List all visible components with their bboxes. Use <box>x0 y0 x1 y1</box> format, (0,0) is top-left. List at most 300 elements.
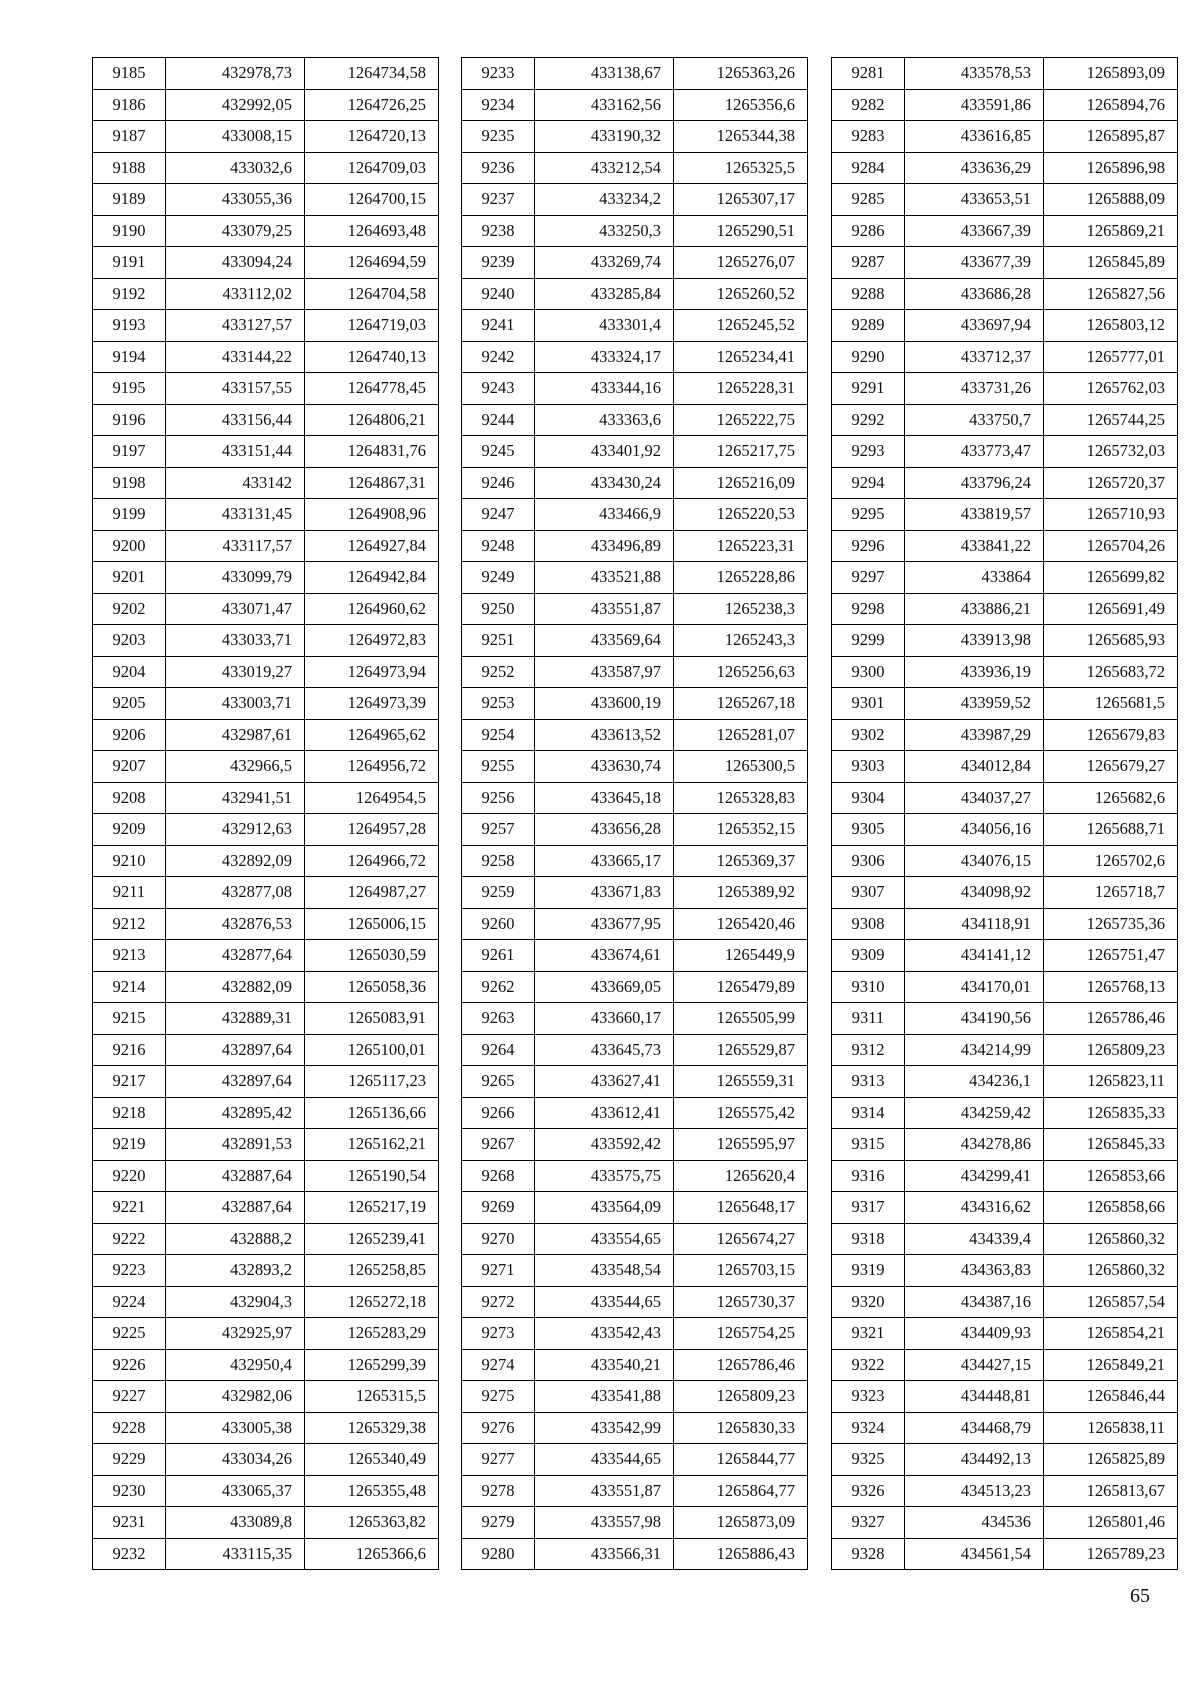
point-number-cell: 9227 <box>93 1381 166 1413</box>
y-coordinate-cell: 1265276,07 <box>674 247 808 279</box>
x-coordinate-cell: 433151,44 <box>166 436 305 468</box>
x-coordinate-cell: 432950,4 <box>166 1349 305 1381</box>
y-coordinate-cell: 1264694,59 <box>305 247 439 279</box>
table-row <box>93 404 439 436</box>
x-coordinate-cell: 434141,12 <box>905 940 1044 972</box>
point-number-cell: 9216 <box>93 1034 166 1066</box>
x-coordinate-cell: 433554,65 <box>535 1223 674 1255</box>
y-coordinate-cell: 1265300,5 <box>674 751 808 783</box>
table-row <box>462 1286 808 1318</box>
table-row <box>832 373 1178 405</box>
coordinates-table-3 <box>831 57 1178 1570</box>
point-number-cell: 9240 <box>462 278 535 310</box>
y-coordinate-cell: 1265290,51 <box>674 215 808 247</box>
table-row <box>832 121 1178 153</box>
table-row <box>832 1286 1178 1318</box>
table-row <box>462 1381 808 1413</box>
x-coordinate-cell: 433542,43 <box>535 1318 674 1350</box>
table-row <box>93 656 439 688</box>
table-row <box>462 1255 808 1287</box>
x-coordinate-cell: 434427,15 <box>905 1349 1044 1381</box>
y-coordinate-cell: 1264956,72 <box>305 751 439 783</box>
point-number-cell: 9295 <box>832 499 905 531</box>
x-coordinate-cell: 433544,65 <box>535 1444 674 1476</box>
y-coordinate-cell: 1265732,03 <box>1044 436 1178 468</box>
x-coordinate-cell: 434012,84 <box>905 751 1044 783</box>
table-row <box>462 625 808 657</box>
table-row <box>832 971 1178 1003</box>
table-row <box>832 89 1178 121</box>
y-coordinate-cell: 1265006,15 <box>305 908 439 940</box>
x-coordinate-cell: 433157,55 <box>166 373 305 405</box>
y-coordinate-cell: 1264966,72 <box>305 845 439 877</box>
point-number-cell: 9303 <box>832 751 905 783</box>
x-coordinate-cell: 433841,22 <box>905 530 1044 562</box>
y-coordinate-cell: 1265256,63 <box>674 656 808 688</box>
point-number-cell: 9322 <box>832 1349 905 1381</box>
point-number-cell: 9247 <box>462 499 535 531</box>
point-number-cell: 9307 <box>832 877 905 909</box>
y-coordinate-cell: 1265217,75 <box>674 436 808 468</box>
table-row <box>93 625 439 657</box>
point-number-cell: 9209 <box>93 814 166 846</box>
y-coordinate-cell: 1265328,83 <box>674 782 808 814</box>
table-row <box>462 782 808 814</box>
point-number-cell: 9284 <box>832 152 905 184</box>
x-coordinate-cell: 432897,64 <box>166 1034 305 1066</box>
x-coordinate-cell: 433190,32 <box>535 121 674 153</box>
table-row <box>462 845 808 877</box>
y-coordinate-cell: 1265704,26 <box>1044 530 1178 562</box>
y-coordinate-cell: 1265239,41 <box>305 1223 439 1255</box>
point-number-cell: 9208 <box>93 782 166 814</box>
x-coordinate-cell: 433674,61 <box>535 940 674 972</box>
x-coordinate-cell: 432987,61 <box>166 719 305 751</box>
table-row <box>462 1349 808 1381</box>
y-coordinate-cell: 1265340,49 <box>305 1444 439 1476</box>
y-coordinate-cell: 1265685,93 <box>1044 625 1178 657</box>
table-row <box>93 1034 439 1066</box>
point-number-cell: 9229 <box>93 1444 166 1476</box>
y-coordinate-cell: 1265575,42 <box>674 1097 808 1129</box>
table-row <box>832 1412 1178 1444</box>
x-coordinate-cell: 433094,24 <box>166 247 305 279</box>
y-coordinate-cell: 1264908,96 <box>305 499 439 531</box>
y-coordinate-cell: 1264973,94 <box>305 656 439 688</box>
y-coordinate-cell: 1264987,27 <box>305 877 439 909</box>
table-row <box>832 1192 1178 1224</box>
point-number-cell: 9253 <box>462 688 535 720</box>
x-coordinate-cell: 433645,73 <box>535 1034 674 1066</box>
x-coordinate-cell: 433913,98 <box>905 625 1044 657</box>
point-number-cell: 9242 <box>462 341 535 373</box>
y-coordinate-cell: 1264740,13 <box>305 341 439 373</box>
y-coordinate-cell: 1264719,03 <box>305 310 439 342</box>
table-row <box>462 1034 808 1066</box>
point-number-cell: 9222 <box>93 1223 166 1255</box>
table-row <box>832 719 1178 751</box>
point-number-cell: 9311 <box>832 1003 905 1035</box>
point-number-cell: 9257 <box>462 814 535 846</box>
y-coordinate-cell: 1265267,18 <box>674 688 808 720</box>
point-number-cell: 9300 <box>832 656 905 688</box>
point-number-cell: 9195 <box>93 373 166 405</box>
point-number-cell: 9256 <box>462 782 535 814</box>
x-coordinate-cell: 432882,09 <box>166 971 305 1003</box>
x-coordinate-cell: 433591,86 <box>905 89 1044 121</box>
point-number-cell: 9278 <box>462 1475 535 1507</box>
table-row <box>93 1538 439 1570</box>
y-coordinate-cell: 1265751,47 <box>1044 940 1178 972</box>
point-number-cell: 9326 <box>832 1475 905 1507</box>
point-number-cell: 9323 <box>832 1381 905 1413</box>
point-number-cell: 9212 <box>93 908 166 940</box>
y-coordinate-cell: 1265744,25 <box>1044 404 1178 436</box>
coordinates-table-2 <box>461 57 808 1570</box>
y-coordinate-cell: 1265222,75 <box>674 404 808 436</box>
table-row <box>462 58 808 90</box>
table-row <box>462 404 808 436</box>
y-coordinate-cell: 1265823,11 <box>1044 1066 1178 1098</box>
x-coordinate-cell: 433886,21 <box>905 593 1044 625</box>
point-number-cell: 9264 <box>462 1034 535 1066</box>
table-row <box>832 940 1178 972</box>
table-row <box>832 1507 1178 1539</box>
x-coordinate-cell: 434076,15 <box>905 845 1044 877</box>
x-coordinate-cell: 433285,84 <box>535 278 674 310</box>
table-row <box>832 908 1178 940</box>
y-coordinate-cell: 1265083,91 <box>305 1003 439 1035</box>
x-coordinate-cell: 432941,51 <box>166 782 305 814</box>
x-coordinate-cell: 433587,97 <box>535 656 674 688</box>
x-coordinate-cell: 434363,83 <box>905 1255 1044 1287</box>
point-number-cell: 9206 <box>93 719 166 751</box>
x-coordinate-cell: 432892,09 <box>166 845 305 877</box>
y-coordinate-cell: 1264726,25 <box>305 89 439 121</box>
table-row <box>93 310 439 342</box>
table-row <box>93 1255 439 1287</box>
x-coordinate-cell: 433677,39 <box>905 247 1044 279</box>
x-coordinate-cell: 432877,08 <box>166 877 305 909</box>
point-number-cell: 9287 <box>832 247 905 279</box>
table-row <box>832 1538 1178 1570</box>
point-number-cell: 9219 <box>93 1129 166 1161</box>
table-row <box>93 1286 439 1318</box>
table-row <box>93 152 439 184</box>
y-coordinate-cell: 1265674,27 <box>674 1223 808 1255</box>
table-row <box>832 656 1178 688</box>
x-coordinate-cell: 434561,54 <box>905 1538 1044 1570</box>
table-row <box>93 1318 439 1350</box>
x-coordinate-cell: 433592,42 <box>535 1129 674 1161</box>
point-number-cell: 9279 <box>462 1507 535 1539</box>
y-coordinate-cell: 1265325,5 <box>674 152 808 184</box>
point-number-cell: 9281 <box>832 58 905 90</box>
y-coordinate-cell: 1265786,46 <box>674 1349 808 1381</box>
y-coordinate-cell: 1265228,86 <box>674 562 808 594</box>
y-coordinate-cell: 1265216,09 <box>674 467 808 499</box>
x-coordinate-cell: 433034,26 <box>166 1444 305 1476</box>
x-coordinate-cell: 432888,2 <box>166 1223 305 1255</box>
y-coordinate-cell: 1265299,39 <box>305 1349 439 1381</box>
y-coordinate-cell: 1265813,67 <box>1044 1475 1178 1507</box>
table-row <box>93 845 439 877</box>
y-coordinate-cell: 1265801,46 <box>1044 1507 1178 1539</box>
y-coordinate-cell: 1265854,21 <box>1044 1318 1178 1350</box>
x-coordinate-cell: 433212,54 <box>535 152 674 184</box>
table-row <box>93 1192 439 1224</box>
y-coordinate-cell: 1264972,83 <box>305 625 439 657</box>
y-coordinate-cell: 1265830,33 <box>674 1412 808 1444</box>
x-coordinate-cell: 434214,99 <box>905 1034 1044 1066</box>
x-coordinate-cell: 433250,3 <box>535 215 674 247</box>
point-number-cell: 9236 <box>462 152 535 184</box>
table-row <box>462 499 808 531</box>
table-row <box>93 121 439 153</box>
x-coordinate-cell: 433144,22 <box>166 341 305 373</box>
y-coordinate-cell: 1265703,15 <box>674 1255 808 1287</box>
table-row <box>462 1097 808 1129</box>
y-coordinate-cell: 1265718,7 <box>1044 877 1178 909</box>
x-coordinate-cell: 434339,4 <box>905 1223 1044 1255</box>
table-row <box>93 1349 439 1381</box>
table-row <box>832 341 1178 373</box>
y-coordinate-cell: 1265754,25 <box>674 1318 808 1350</box>
table-row <box>462 278 808 310</box>
point-number-cell: 9223 <box>93 1255 166 1287</box>
point-number-cell: 9218 <box>93 1097 166 1129</box>
y-coordinate-cell: 1265217,19 <box>305 1192 439 1224</box>
point-number-cell: 9261 <box>462 940 535 972</box>
point-number-cell: 9196 <box>93 404 166 436</box>
table-row <box>93 940 439 972</box>
x-coordinate-cell: 433521,88 <box>535 562 674 594</box>
point-number-cell: 9224 <box>93 1286 166 1318</box>
point-number-cell: 9273 <box>462 1318 535 1350</box>
point-number-cell: 9313 <box>832 1066 905 1098</box>
point-number-cell: 9225 <box>93 1318 166 1350</box>
x-coordinate-cell: 434536 <box>905 1507 1044 1539</box>
point-number-cell: 9268 <box>462 1160 535 1192</box>
point-number-cell: 9321 <box>832 1318 905 1350</box>
table-row <box>93 1412 439 1444</box>
point-number-cell: 9327 <box>832 1507 905 1539</box>
point-number-cell: 9312 <box>832 1034 905 1066</box>
point-number-cell: 9190 <box>93 215 166 247</box>
x-coordinate-cell: 433127,57 <box>166 310 305 342</box>
x-coordinate-cell: 434299,41 <box>905 1160 1044 1192</box>
y-coordinate-cell: 1265860,32 <box>1044 1223 1178 1255</box>
table-row <box>832 1381 1178 1413</box>
x-coordinate-cell: 433959,52 <box>905 688 1044 720</box>
y-coordinate-cell: 1264831,76 <box>305 436 439 468</box>
x-coordinate-cell: 434190,56 <box>905 1003 1044 1035</box>
table-row <box>93 499 439 531</box>
table-row <box>832 310 1178 342</box>
point-number-cell: 9200 <box>93 530 166 562</box>
y-coordinate-cell: 1264867,31 <box>305 467 439 499</box>
table-row <box>832 1160 1178 1192</box>
y-coordinate-cell: 1265853,66 <box>1044 1160 1178 1192</box>
y-coordinate-cell: 1265620,4 <box>674 1160 808 1192</box>
x-coordinate-cell: 433466,9 <box>535 499 674 531</box>
x-coordinate-cell: 433430,24 <box>535 467 674 499</box>
point-number-cell: 9260 <box>462 908 535 940</box>
point-number-cell: 9203 <box>93 625 166 657</box>
y-coordinate-cell: 1265363,26 <box>674 58 808 90</box>
y-coordinate-cell: 1265595,97 <box>674 1129 808 1161</box>
point-number-cell: 9304 <box>832 782 905 814</box>
y-coordinate-cell: 1265682,6 <box>1044 782 1178 814</box>
y-coordinate-cell: 1264693,48 <box>305 215 439 247</box>
x-coordinate-cell: 433089,8 <box>166 1507 305 1539</box>
x-coordinate-cell: 433796,24 <box>905 467 1044 499</box>
table-row <box>832 782 1178 814</box>
x-coordinate-cell: 433071,47 <box>166 593 305 625</box>
point-number-cell: 9302 <box>832 719 905 751</box>
table-row <box>832 1318 1178 1350</box>
table-row <box>462 971 808 1003</box>
table-row <box>93 436 439 468</box>
x-coordinate-cell: 432912,63 <box>166 814 305 846</box>
y-coordinate-cell: 1265389,92 <box>674 877 808 909</box>
point-number-cell: 9239 <box>462 247 535 279</box>
point-number-cell: 9201 <box>93 562 166 594</box>
point-number-cell: 9231 <box>93 1507 166 1539</box>
y-coordinate-cell: 1264720,13 <box>305 121 439 153</box>
y-coordinate-cell: 1265894,76 <box>1044 89 1178 121</box>
point-number-cell: 9292 <box>832 404 905 436</box>
table-row <box>462 1192 808 1224</box>
y-coordinate-cell: 1265272,18 <box>305 1286 439 1318</box>
point-number-cell: 9248 <box>462 530 535 562</box>
y-coordinate-cell: 1264709,03 <box>305 152 439 184</box>
y-coordinate-cell: 1265735,36 <box>1044 908 1178 940</box>
table-row <box>462 341 808 373</box>
point-number-cell: 9298 <box>832 593 905 625</box>
table-row <box>462 152 808 184</box>
x-coordinate-cell: 433636,29 <box>905 152 1044 184</box>
y-coordinate-cell: 1265825,89 <box>1044 1444 1178 1476</box>
x-coordinate-cell: 433142 <box>166 467 305 499</box>
y-coordinate-cell: 1265281,07 <box>674 719 808 751</box>
point-number-cell: 9271 <box>462 1255 535 1287</box>
point-number-cell: 9259 <box>462 877 535 909</box>
x-coordinate-cell: 434316,62 <box>905 1192 1044 1224</box>
y-coordinate-cell: 1265688,71 <box>1044 814 1178 846</box>
table-row <box>462 1066 808 1098</box>
point-number-cell: 9207 <box>93 751 166 783</box>
x-coordinate-cell: 433671,83 <box>535 877 674 909</box>
table-row <box>462 940 808 972</box>
y-coordinate-cell: 1264957,28 <box>305 814 439 846</box>
table-row <box>832 1066 1178 1098</box>
point-number-cell: 9269 <box>462 1192 535 1224</box>
table-row <box>462 908 808 940</box>
table-row <box>93 1223 439 1255</box>
y-coordinate-cell: 1265849,21 <box>1044 1349 1178 1381</box>
point-number-cell: 9258 <box>462 845 535 877</box>
table-row <box>462 184 808 216</box>
point-number-cell: 9314 <box>832 1097 905 1129</box>
point-number-cell: 9317 <box>832 1192 905 1224</box>
table-row <box>93 89 439 121</box>
y-coordinate-cell: 1265720,37 <box>1044 467 1178 499</box>
y-coordinate-cell: 1265679,83 <box>1044 719 1178 751</box>
point-number-cell: 9230 <box>93 1475 166 1507</box>
x-coordinate-cell: 433032,6 <box>166 152 305 184</box>
table-row <box>832 1444 1178 1476</box>
x-coordinate-cell: 433819,57 <box>905 499 1044 531</box>
y-coordinate-cell: 1265888,09 <box>1044 184 1178 216</box>
x-coordinate-cell: 433864 <box>905 562 1044 594</box>
table-row <box>462 1507 808 1539</box>
table-row <box>462 751 808 783</box>
x-coordinate-cell: 434492,13 <box>905 1444 1044 1476</box>
y-coordinate-cell: 1265691,49 <box>1044 593 1178 625</box>
point-number-cell: 9324 <box>832 1412 905 1444</box>
point-number-cell: 9305 <box>832 814 905 846</box>
y-coordinate-cell: 1265803,12 <box>1044 310 1178 342</box>
x-coordinate-cell: 433542,99 <box>535 1412 674 1444</box>
point-number-cell: 9188 <box>93 152 166 184</box>
table-row <box>462 593 808 625</box>
y-coordinate-cell: 1265869,21 <box>1044 215 1178 247</box>
y-coordinate-cell: 1265873,09 <box>674 1507 808 1539</box>
point-number-cell: 9249 <box>462 562 535 594</box>
point-number-cell: 9272 <box>462 1286 535 1318</box>
x-coordinate-cell: 433600,19 <box>535 688 674 720</box>
table-row <box>832 688 1178 720</box>
x-coordinate-cell: 433667,39 <box>905 215 1044 247</box>
point-number-cell: 9243 <box>462 373 535 405</box>
y-coordinate-cell: 1264965,62 <box>305 719 439 751</box>
y-coordinate-cell: 1265117,23 <box>305 1066 439 1098</box>
x-coordinate-cell: 432889,31 <box>166 1003 305 1035</box>
y-coordinate-cell: 1265710,93 <box>1044 499 1178 531</box>
y-coordinate-cell: 1265479,89 <box>674 971 808 1003</box>
point-number-cell: 9245 <box>462 436 535 468</box>
y-coordinate-cell: 1265136,66 <box>305 1097 439 1129</box>
point-number-cell: 9255 <box>462 751 535 783</box>
x-coordinate-cell: 433301,4 <box>535 310 674 342</box>
x-coordinate-cell: 433612,41 <box>535 1097 674 1129</box>
y-coordinate-cell: 1265363,82 <box>305 1507 439 1539</box>
table-row <box>93 1160 439 1192</box>
y-coordinate-cell: 1265356,6 <box>674 89 808 121</box>
x-coordinate-cell: 433079,25 <box>166 215 305 247</box>
table-row <box>462 310 808 342</box>
point-number-cell: 9265 <box>462 1066 535 1098</box>
y-coordinate-cell: 1265238,3 <box>674 593 808 625</box>
table-row <box>93 719 439 751</box>
point-number-cell: 9262 <box>462 971 535 1003</box>
table-row <box>832 1003 1178 1035</box>
table-row <box>93 1003 439 1035</box>
point-number-cell: 9297 <box>832 562 905 594</box>
point-number-cell: 9290 <box>832 341 905 373</box>
y-coordinate-cell: 1265190,54 <box>305 1160 439 1192</box>
point-number-cell: 9325 <box>832 1444 905 1476</box>
table-row <box>93 1066 439 1098</box>
y-coordinate-cell: 1265786,46 <box>1044 1003 1178 1035</box>
y-coordinate-cell: 1265559,31 <box>674 1066 808 1098</box>
point-number-cell: 9299 <box>832 625 905 657</box>
point-number-cell: 9301 <box>832 688 905 720</box>
y-coordinate-cell: 1265768,13 <box>1044 971 1178 1003</box>
x-coordinate-cell: 432877,64 <box>166 940 305 972</box>
point-number-cell: 9202 <box>93 593 166 625</box>
